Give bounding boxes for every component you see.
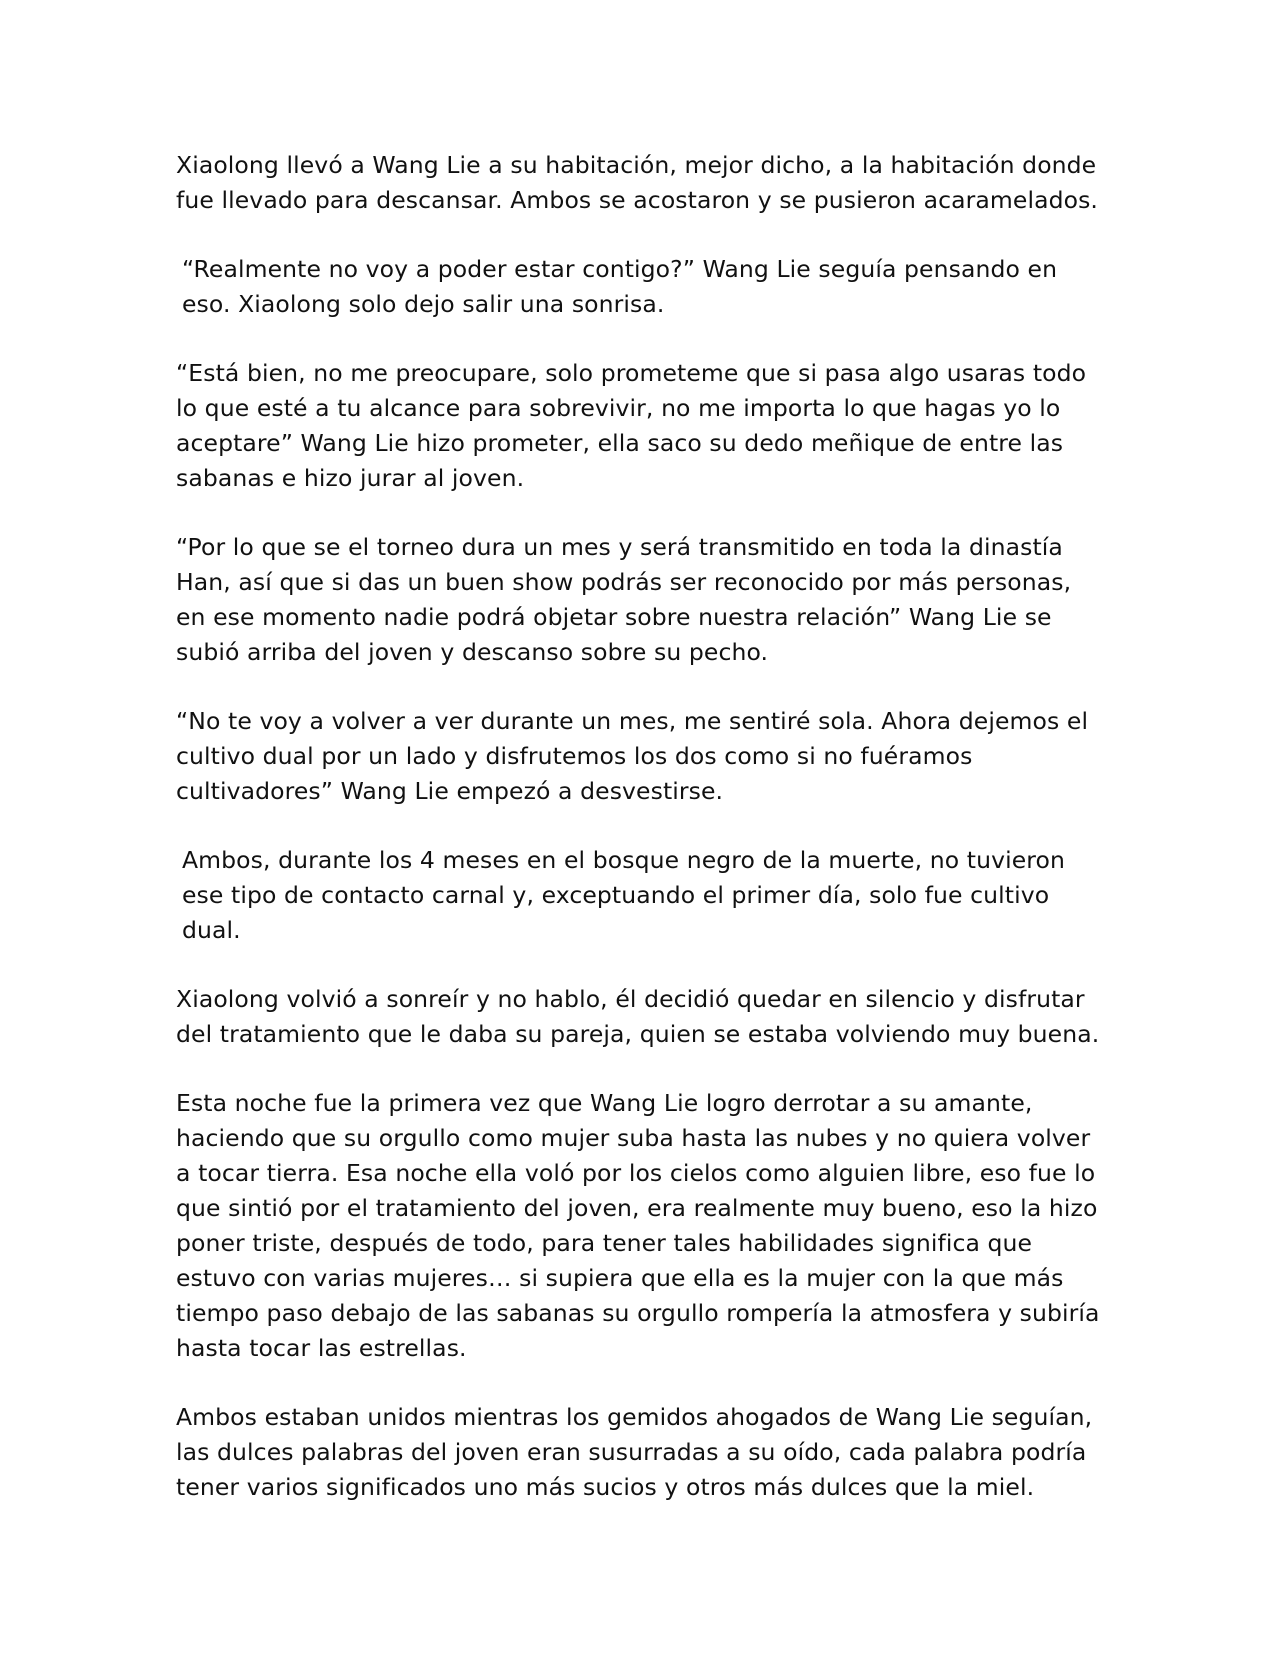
document-body xyxy=(176,148,1106,1539)
paragraph-5: “No te voy a volver a ver durante un mes, me sentiré sola. Ahora dejemos el cultivo dual por un lado y disfrutemos los dos como si no fuéramos cultivadores” Wang Lie empezó a desvestirse. xyxy=(176,707,1096,805)
paragraph-8: Esta noche fue la primera vez que Wang Lie logro derrotar a su amante, haciendo que su orgullo como mujer suba hasta las nubes y no quiera volver a tocar tierra. Esa noche ella voló por los cielos como alguien libre, eso fue lo que sintió por el tratamiento del joven, era realmente muy bueno, eso la hizo poner triste, después de todo, para tener tales habilidades significa que estuvo con varias mujeres… si supiera que ella es la mujer con la que más tiempo paso debajo de las sabanas su orgullo rompería la atmosfera y subiría hasta tocar las estrellas. xyxy=(176,1089,1108,1362)
paragraph-2: “Realmente no voy a poder estar contigo?” Wang Lie seguía pensando en eso. Xiaolong solo dejo salir una sonrisa. xyxy=(182,255,1065,318)
paragraph-1: Xiaolong llevó a Wang Lie a su habitación, mejor dicho, a la habitación donde fue llevado para descansar. Ambos se acostaron y se pusieron acaramelados. xyxy=(176,151,1104,214)
paragraph-9: Ambos estaban unidos mientras los gemidos ahogados de Wang Lie seguían, las dulces palabras del joven eran susurradas a su oído, cada palabra podría tener varios significados uno más sucios y otros más dulces que la miel. xyxy=(176,1403,1100,1501)
paragraph-3: “Está bien, no me preocupare, solo prometeme que si pasa algo usaras todo lo que esté a tu alcance para sobrevivir, no me importa lo que hagas yo lo aceptare” Wang Lie hizo prometer, ella saco su dedo meñique de entre las sabanas e hizo jurar al joven. xyxy=(176,359,1094,492)
paragraph-4: “Por lo que se el torneo dura un mes y será transmitido en toda la dinastía Han, así que si das un buen show podrás ser reconocido por más personas, en ese momento nadie podrá objetar sobre nuestra relación” Wang Lie se subió arriba del joven y descanso sobre su pecho. xyxy=(176,533,1079,666)
paragraph-6: Ambos, durante los 4 meses en el bosque negro de la muerte, no tuvieron ese tipo de contacto carnal y, exceptuando el primer día, solo fue cultivo dual. xyxy=(182,846,1073,944)
paragraph-7: Xiaolong volvió a sonreír y no hablo, él decidió quedar en silencio y disfrutar del tratamiento que le daba su pareja, quien se estaba volviendo muy buena. xyxy=(176,985,1100,1048)
